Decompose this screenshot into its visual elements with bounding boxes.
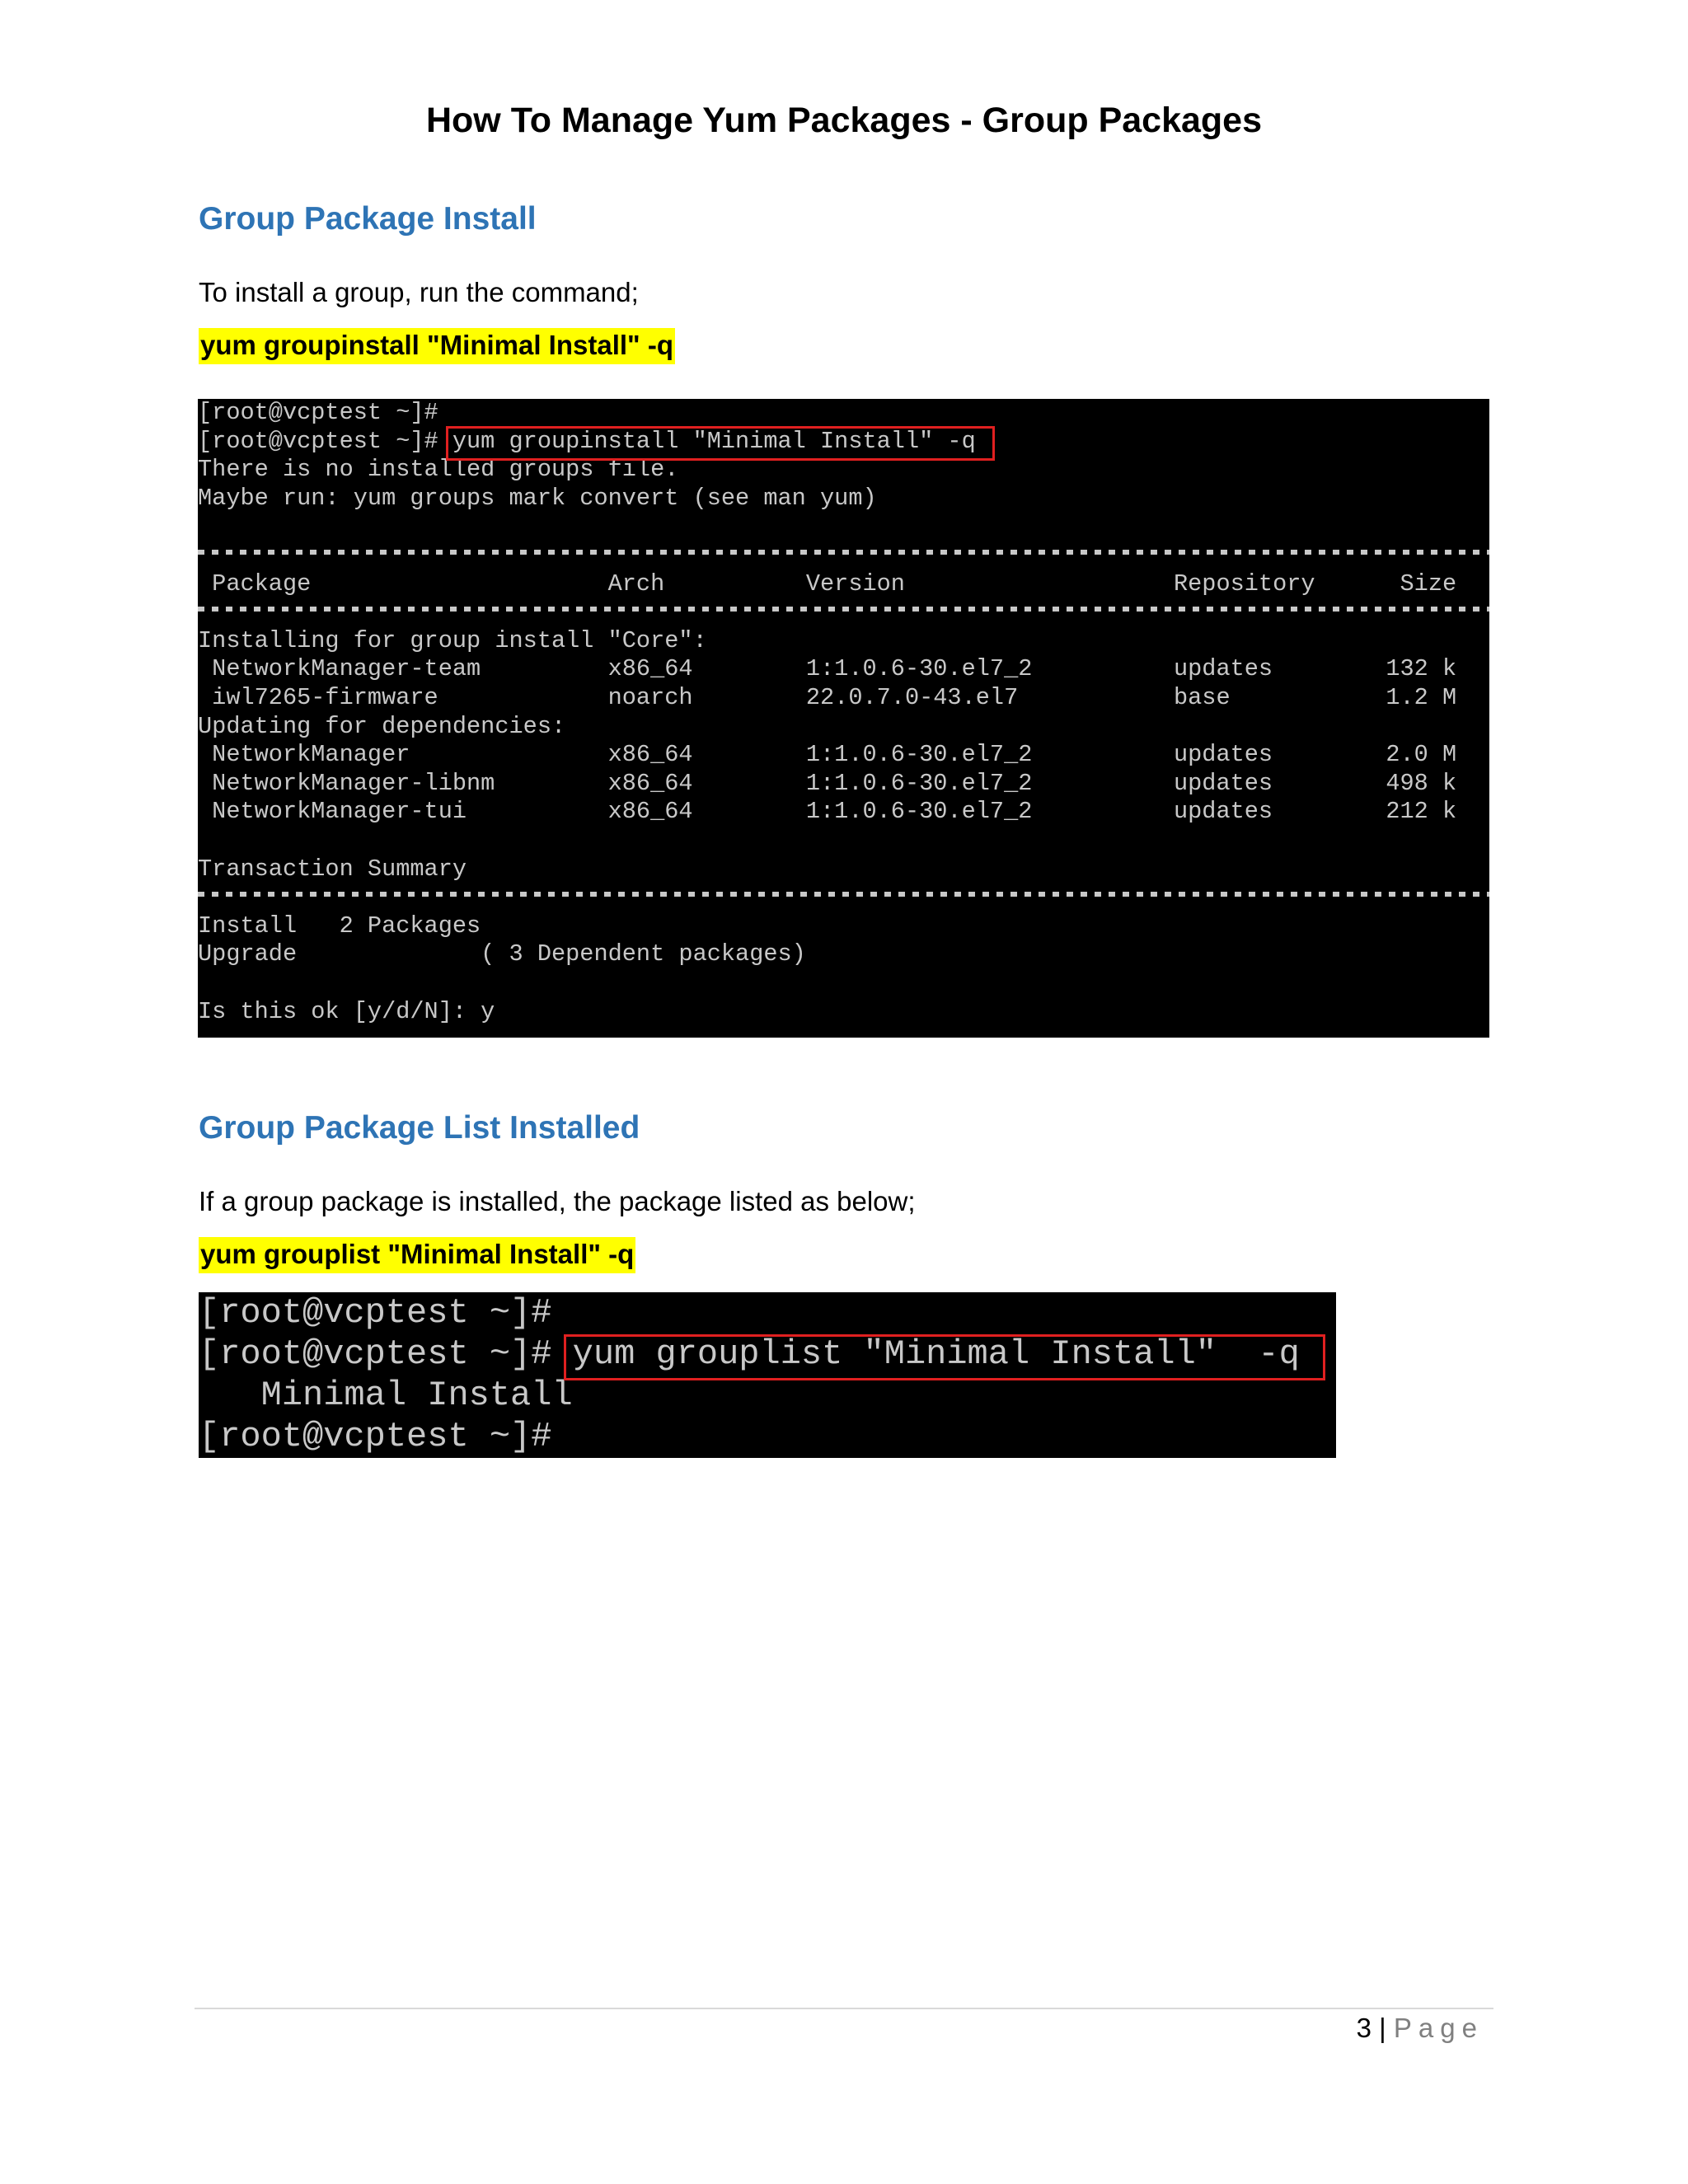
section-heading-group-install: Group Package Install — [199, 201, 537, 237]
terminal-line: Transaction Summary — [198, 855, 467, 883]
terminal-row: NetworkManager-tui x86_64 1:1.0.6-30.el7_2 updates 212 k — [198, 798, 1457, 826]
page-title: How To Manage Yum Packages - Group Packages — [425, 101, 1263, 140]
terminal-row: NetworkManager-team x86_64 1:1.0.6-30.el7_2 updates 132 k — [198, 655, 1457, 683]
terminal-row: iwl7265-firmware noarch 22.0.7.0-43.el7 base 1.2 M — [198, 684, 1457, 711]
terminal-line: [root@vcptest ~]# — [198, 399, 438, 426]
section-heading-grouplist: Group Package List Installed — [199, 1110, 640, 1146]
command-highlight-grouplist: yum grouplist "Minimal Install" -q — [199, 1237, 635, 1273]
terminal-line: [root@vcptest ~]# yum grouplist "Minimal Install" -q — [199, 1334, 1300, 1374]
intro-text-grouplist: If a group package is installed, the package listed as below; — [199, 1186, 916, 1216]
terminal-line: [root@vcptest ~]# — [199, 1293, 552, 1333]
terminal-line: Installing for group install "Core": — [198, 626, 707, 654]
terminal-row: NetworkManager-libnm x86_64 1:1.0.6-30.el7_2 updates 498 k — [198, 769, 1457, 797]
terminal-line: Updating for dependencies: — [198, 712, 566, 740]
terminal-line: There is no installed groups file. — [198, 456, 679, 484]
footer-separator: | — [1379, 2013, 1386, 2043]
footer-rule — [195, 2008, 1493, 2009]
terminal-table-header: Package Arch Version Repository Size — [198, 569, 1457, 598]
terminal-line: Upgrade ( 3 Dependent packages) — [198, 940, 806, 968]
command-callout-box — [446, 426, 995, 461]
intro-text-group-install: To install a group, run the command; — [199, 277, 639, 307]
separator-line — [198, 550, 1489, 555]
separator-line — [198, 892, 1489, 897]
command-callout-box — [564, 1334, 1325, 1380]
terminal-screenshot-grouplist — [199, 1292, 1336, 1458]
terminal-line: [root@vcptest ~]# — [199, 1417, 552, 1456]
terminal-line: Install 2 Packages — [198, 912, 481, 940]
page-word: Page — [1393, 2013, 1484, 2043]
command-highlight-groupinstall: yum groupinstall "Minimal Install" -q — [199, 328, 675, 364]
terminal-screenshot-groupinstall — [198, 399, 1489, 1038]
terminal-line: Minimal Install — [199, 1376, 573, 1415]
terminal-line: Maybe run: yum groups mark convert (see man yum) — [198, 484, 877, 512]
terminal-line: [root@vcptest ~]# yum groupinstall "Minimal Install" -q — [198, 427, 976, 455]
terminal-row: NetworkManager x86_64 1:1.0.6-30.el7_2 updates 2.0 M — [198, 741, 1457, 769]
page-number: 3 — [1356, 2013, 1372, 2043]
separator-line — [198, 607, 1489, 612]
terminal-prompt-line: Is this ok [y/d/N]: y — [198, 997, 495, 1025]
page-footer — [1357, 2013, 1484, 2044]
